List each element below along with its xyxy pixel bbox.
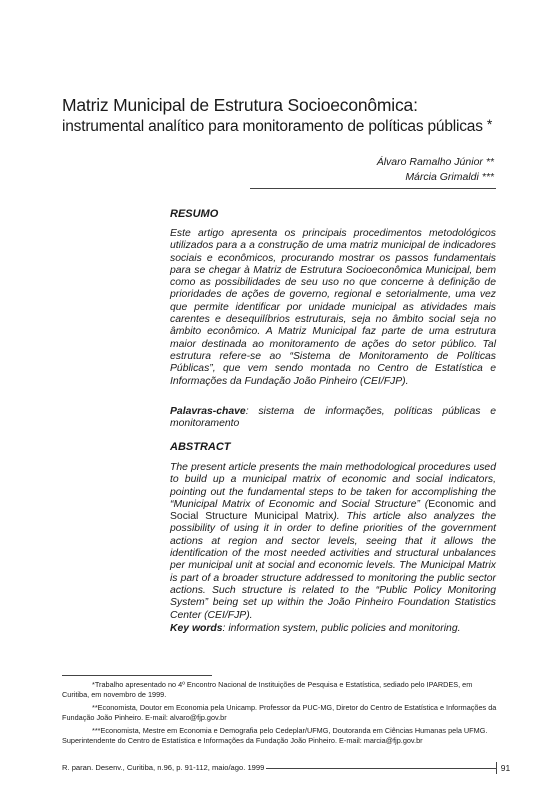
- footnote-3: ***Economista, Mestre em Economia e Demografia pelo Cedeplar/UFMG, Doutoranda em Ciências Humanas pela UFMG. Superintendente do Centro de Estatística e Informações da Fundação João Pinheiro. E-mail: marcia@fjp.gov.br: [62, 726, 488, 745]
- title-subtitle-text: instrumental analítico para monitoramento de políticas públicas: [62, 118, 483, 135]
- footnote-2: **Economista, Doutor em Economia pela Unicamp. Professor da PUC-MG, Diretor do Centro de Estatística e Informações da Fundação João Pinheiro. E-mail: alvaro@fjp.gov.br: [62, 703, 497, 722]
- author-2: Márcia Grimaldi ***: [405, 171, 494, 183]
- footnote-1: *Trabalho apresentado no 4º Encontro Nacional de Instituições de Pesquisa e Estatística, sediado pelo IPARDES, em Curitiba, em novembro de 1999.: [62, 680, 473, 699]
- author-1: Álvaro Ramalho Júnior **: [376, 156, 494, 168]
- resumo-keywords-label: Palavras-chave: [170, 406, 246, 417]
- abstract-keywords: [170, 623, 496, 635]
- abstract-body-part1: The present article presents the main methodological procedures used to build up a municipal matrix of economic and social indicators, pointing out the fundamental steps to be taken for accomplishing the “Municipal Matrix of Economic and Social Structure” (: [170, 462, 496, 510]
- footnote-divider: [62, 675, 212, 676]
- title-footnote-marker: *: [486, 116, 493, 132]
- resumo-keywords: [170, 406, 496, 431]
- footnotes: [62, 680, 498, 750]
- abstract-body-upright: Economic and Social Structure Municipal Matrix: [170, 498, 496, 523]
- title-subtitle: [62, 115, 512, 136]
- abstract-body-part2: ). This article also analyzes the possibility of using it in order to define priorities of the government actions at region and sector levels, seeing that it allows the identification of the most needed activities and structural unbalances per municipal unit at social and economic levels. The Municipal Matrix is part of a broader structure addressed to monitoring the public sector actions. Such structure is related to the “Public Policy Monitoring System” being set up within the João Pinheiro Foundation Statistics Center (CEI/FJP).: [170, 511, 496, 621]
- resumo-body: Este artigo apresenta os principais procedimentos metodológicos utilizados para a a construção de uma matriz municipal de indicadores sociais e econômicos, procurando mostrar os passos fundamentais para se chegar à Matriz de Estrutura Socioeconômica Municipal, bem como as possibilidades de seu uso no que concerne à definição de prioridades de ações de governo, regional e setorialmente, uma vez que permite identificar por unidade municipal as atividades mais carentes e desequilíbrios estruturais, seja no âmbito social seja no âmbito econômico. A Matriz Municipal faz parte de uma estrutura maior destinada ao monitoramento de ações do setor público. Tal estrutura refere-se ao “Sistema de Monitoramento de Políticas Públicas”, que vem sendo montada no Centro de Estatística e Informações da Fundação João Pinheiro (CEI/FJP).: [170, 228, 496, 387]
- author-divider: [250, 188, 496, 189]
- author-list: [377, 155, 494, 185]
- resumo-keywords-text: : sistema de informações, políticas públicas e monitoramento: [170, 406, 496, 430]
- footer-divider: [262, 768, 497, 769]
- journal-reference: R. paran. Desenv., Curitiba, n.96, p. 91-112, maio/ago. 1999: [62, 763, 265, 772]
- abstract-body: [170, 462, 496, 622]
- resumo-heading: RESUMO: [170, 208, 219, 220]
- title-main: Matriz Municipal de Estrutura Socioeconômica:: [62, 95, 418, 115]
- abstract-keywords-label: Key words: [170, 623, 223, 634]
- article-title: [62, 95, 512, 136]
- abstract-heading: ABSTRACT: [170, 441, 231, 453]
- page-number: 91: [496, 762, 514, 774]
- page-footer: [62, 762, 514, 774]
- abstract-keywords-text: : information system, public policies and monitoring.: [222, 623, 461, 634]
